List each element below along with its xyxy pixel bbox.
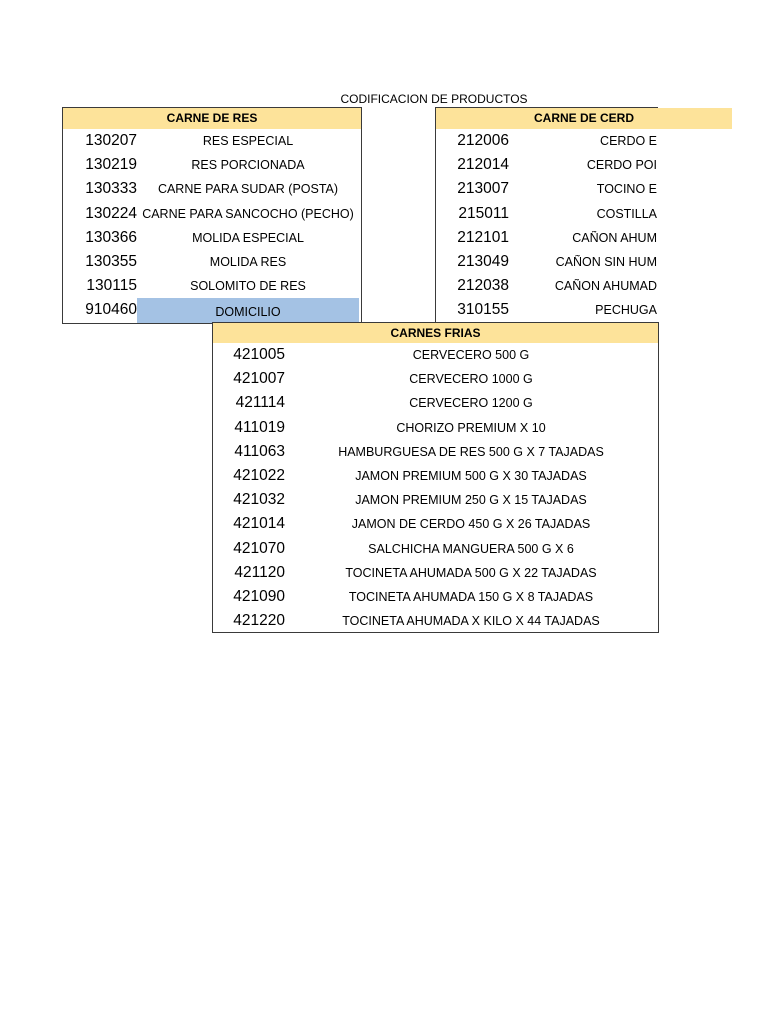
product-code: 213049 bbox=[457, 253, 509, 271]
table-row bbox=[213, 416, 658, 440]
table-row bbox=[436, 274, 658, 298]
product-description: TOCINETA AHUMADA 500 G X 22 TAJADAS bbox=[345, 565, 597, 580]
product-code: 130355 bbox=[85, 253, 137, 271]
table-carnes-frias bbox=[212, 322, 659, 633]
product-code: 130219 bbox=[85, 156, 137, 174]
table-header: CARNE DE RES bbox=[63, 108, 361, 129]
product-code: 212014 bbox=[457, 156, 509, 174]
product-description[interactable]: DOMICILIO bbox=[137, 298, 359, 322]
table-header-overflow bbox=[657, 108, 732, 129]
product-description: CAÑON SIN HUM bbox=[555, 255, 657, 270]
product-description: CAÑON AHUMAD bbox=[554, 279, 657, 294]
table-row bbox=[436, 129, 658, 153]
table-row bbox=[436, 153, 658, 177]
product-description: PECHUGA bbox=[595, 303, 657, 318]
product-code: 421032 bbox=[233, 491, 285, 509]
table-row bbox=[63, 177, 361, 201]
table-row bbox=[213, 512, 658, 536]
table-row bbox=[213, 343, 658, 367]
product-code: 213007 bbox=[457, 180, 509, 198]
product-description: CERVECERO 1000 G bbox=[409, 372, 533, 387]
table-carne-de-cerdo bbox=[435, 107, 658, 324]
product-code: 421007 bbox=[233, 370, 285, 388]
product-code: 212101 bbox=[457, 228, 509, 246]
product-description: TOCINO E bbox=[596, 182, 657, 197]
product-code: 130366 bbox=[85, 228, 137, 246]
product-description: SALCHICHA MANGUERA 500 G X 6 bbox=[368, 541, 574, 556]
table-row bbox=[213, 561, 658, 585]
product-description: TOCINETA AHUMADA X KILO X 44 TAJADAS bbox=[342, 614, 600, 629]
table-row bbox=[213, 609, 658, 633]
table-row bbox=[63, 202, 361, 226]
product-code: 421022 bbox=[233, 467, 285, 485]
product-code: 421114 bbox=[235, 394, 285, 412]
product-code: 215011 bbox=[458, 204, 509, 222]
product-description: MOLIDA ESPECIAL bbox=[192, 230, 304, 245]
table-carne-de-res bbox=[62, 107, 362, 324]
table-row bbox=[213, 464, 658, 488]
product-description: CERDO POI bbox=[586, 158, 657, 173]
product-code: 212006 bbox=[457, 132, 509, 150]
product-description: RES PORCIONADA bbox=[191, 158, 305, 173]
table-header: CARNES FRIAS bbox=[213, 323, 658, 343]
table-row bbox=[213, 585, 658, 609]
product-description: JAMON PREMIUM 250 G X 15 TAJADAS bbox=[355, 493, 587, 508]
product-description: MOLIDA RES bbox=[209, 255, 287, 270]
table-row bbox=[63, 250, 361, 274]
table-row bbox=[213, 488, 658, 512]
product-code: 910460 bbox=[85, 301, 137, 319]
table-row bbox=[436, 226, 658, 250]
product-code: 411063 bbox=[234, 442, 285, 460]
table-row bbox=[63, 153, 361, 177]
table-row bbox=[436, 298, 658, 322]
product-code: 411019 bbox=[234, 418, 285, 436]
product-code: 421070 bbox=[233, 539, 285, 557]
product-description: HAMBURGUESA DE RES 500 G X 7 TAJADAS bbox=[338, 444, 604, 459]
table-row bbox=[63, 274, 361, 298]
product-code: 421220 bbox=[233, 612, 285, 630]
product-code: 212038 bbox=[457, 277, 509, 295]
product-code: 130224 bbox=[85, 204, 137, 222]
table-row bbox=[436, 177, 658, 201]
product-code: 310155 bbox=[457, 301, 509, 319]
product-description: CERVECERO 1200 G bbox=[409, 396, 533, 411]
product-description: JAMON DE CERDO 450 G X 26 TAJADAS bbox=[351, 517, 591, 532]
table-row-highlighted bbox=[63, 298, 361, 322]
page-title: CODIFICACION DE PRODUCTOS bbox=[340, 92, 528, 106]
product-description: CARNE PARA SANCOCHO (PECHO) bbox=[142, 206, 354, 221]
product-description: TOCINETA AHUMADA 150 G X 8 TAJADAS bbox=[348, 589, 594, 604]
table-row bbox=[63, 129, 361, 153]
product-description: CHORIZO PREMIUM X 10 bbox=[396, 420, 546, 435]
product-code: 130207 bbox=[85, 132, 137, 150]
product-code: 130333 bbox=[85, 180, 137, 198]
table-row bbox=[213, 391, 658, 415]
product-description: SOLOMITO DE RES bbox=[190, 279, 306, 294]
table-row bbox=[213, 537, 658, 561]
product-code: 130115 bbox=[86, 277, 137, 295]
product-description: RES ESPECIAL bbox=[202, 134, 294, 149]
table-row bbox=[436, 250, 658, 274]
product-description: JAMON PREMIUM 500 G X 30 TAJADAS bbox=[355, 469, 587, 484]
table-header: CARNE DE CERD bbox=[436, 108, 658, 129]
product-description: CAÑON AHUM bbox=[572, 230, 657, 245]
table-row bbox=[213, 367, 658, 391]
table-row bbox=[436, 202, 658, 226]
table-row bbox=[63, 226, 361, 250]
table-row bbox=[213, 440, 658, 464]
product-code: 421014 bbox=[233, 515, 285, 533]
product-description: COSTILLA bbox=[596, 206, 657, 221]
product-code: 421120 bbox=[234, 563, 285, 581]
product-description: CERVECERO 500 G bbox=[412, 348, 530, 363]
product-description: CERDO E bbox=[600, 134, 657, 149]
product-description: CARNE PARA SUDAR (POSTA) bbox=[157, 182, 339, 197]
product-code: 421005 bbox=[233, 346, 285, 364]
product-code: 421090 bbox=[233, 587, 285, 605]
